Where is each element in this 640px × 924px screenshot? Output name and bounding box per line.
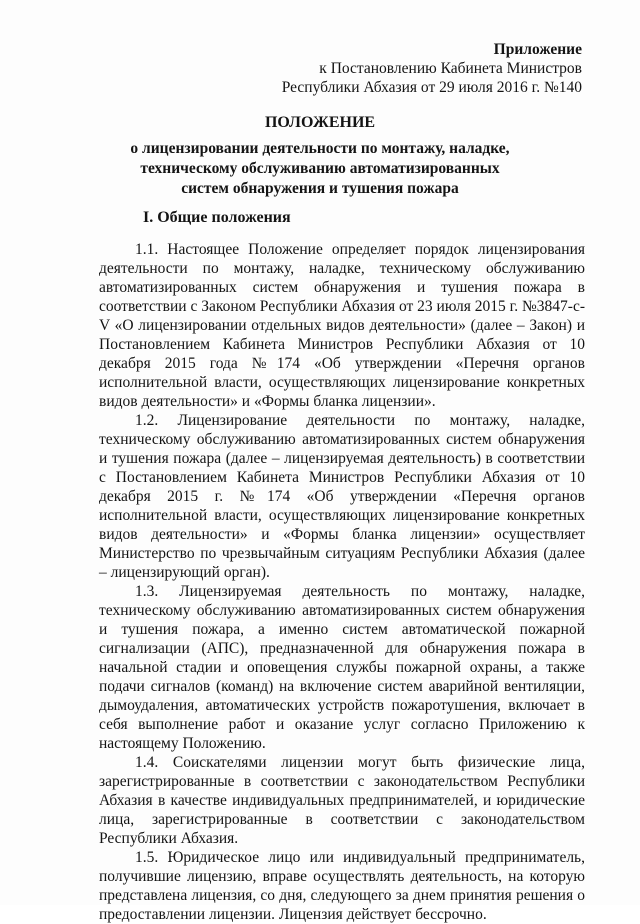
paragraph-1-1: 1.1. Настоящее Положение определяет порядок лицензирования деятельности по монтажу, наладке, техническому обслуживанию автоматизированных систем обнаружения и тушения пожара в соответствии с Законом Республики Абхазия от 23 июля 2015 г. №3847-с-V «О лицензировании отдельных видов деятельности» (далее – Закон) и Постановлением Кабинета Министров Республики Абхазия от 10 декабря 2015 года №174 «Об утверждении «Перечня органов исполнительной власти, осуществляющих лицензирование конкретных видов деятельности» и «Формы бланка лицензии». [99, 241, 585, 410]
paragraph-1-3: 1.3. Лицензируемая деятельность по монтажу, наладке, техническому обслуживанию автоматизированных систем обнаружения и тушения пожара, а именно систем автоматической пожарной сигнализации (АПС), предназначенной для обнаружения пожара в начальной стадии и оповещения службы пожарной охраны, а также подачи сигналов (команд) на включение систем аварийной вентиляции, дымоудаления, автоматических устройств пожаротушения, включает в себя выполнение работ и оказание услуг согласно Приложению к настоящему Положению. [99, 583, 585, 752]
document-subtitle [60, 139, 580, 199]
document-body [99, 240, 585, 924]
appendix-line-1: к Постановлению Кабинета Министров [319, 60, 582, 77]
appendix-reference [282, 40, 582, 97]
paragraph-1-5: 1.5. Юридическое лицо или индивидуальный предприниматель, получившие лицензию, вправе осуществлять деятельность, на которую представлена лицензия, со дня, следующего за днем принятия решения о предоставлении лицензии. Лицензия действует бессрочно. [99, 849, 585, 923]
paragraph-1-2: 1.2. Лицензирование деятельности по монтажу, наладке, техническому обслуживанию автоматизированных систем обнаружения и тушения пожара (далее – лицензируемая деятельность) в соответствии с Постановлением Кабинета Министров Республики Абхазия от 10 декабря 2015 г. №174 «Об утверждении «Перечня органов исполнительной власти, осуществляющих лицензирование конкретных видов деятельности» и «Формы бланка лицензии» осуществляет Министерство по чрезвычайным ситуациям Республики Абхазия (далее – лицензирующий орган). [99, 412, 585, 581]
subtitle-line-3: систем обнаружения и тушения пожара [181, 180, 459, 197]
appendix-line-2: Республики Абхазия от 29 июля 2016 г. №140 [281, 79, 582, 96]
paragraph-1-4: 1.4. Соискателями лицензии могут быть физические лица, зарегистрированные в соответствии с законодательством Республики Абхазия в качестве индивидуальных предпринимателей, и юридические лица, зарегистрированные в соответствии с законодательством Республики Абхазия. [99, 754, 585, 847]
subtitle-line-1: о лицензировании деятельности по монтажу, наладке, [130, 140, 510, 157]
appendix-label: Приложение [493, 41, 582, 58]
section-heading: I. Общие положения [143, 209, 291, 226]
document-title: ПОЛОЖЕНИЕ [264, 114, 376, 131]
subtitle-line-2: техническому обслуживанию автоматизированных [140, 160, 500, 177]
